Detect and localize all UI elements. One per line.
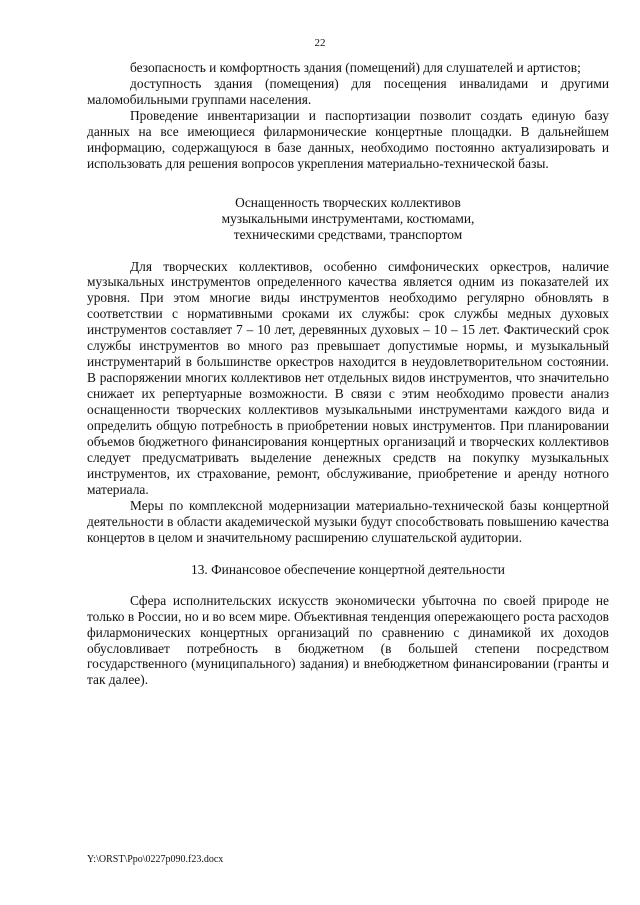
section-13-heading: 13. Финансовое обеспечение концертной деятельности xyxy=(191,561,505,577)
section-heading-line: техническими средствами, транспортом xyxy=(233,226,463,242)
paragraph: доступность здания (помещения) для посещения инвалидами и другими маломобильными группами населения. xyxy=(87,75,609,107)
document-body xyxy=(87,60,609,688)
paragraph: Меры по комплексной модернизации материально-технической базы концертной деятельности в области академической музыки будут способствовать повышению качества концертов в целом и значительному расширению слушательской аудитории. xyxy=(87,497,609,545)
section-heading-line: музыкальными инструментами, костюмами, xyxy=(221,210,475,226)
paragraph: Сфера исполнительских искусств экономически убыточна по своей природе не только в России, но и во всем мире. Объективная тенденция опережающего роста расходов филармонических концертных организаций по сравнению с динамикой их доходов обусловливает потребность в бюджетном (в большей степени посредством государственного (муниципального) задания) и внебюджетном финансировании (гранты и так далее). xyxy=(87,592,609,688)
paragraph: безопасность и комфортность здания (помещений) для слушателей и артистов; xyxy=(130,60,581,75)
footer-file-path: Y:\ORST\Ppo\0227p090.f23.docx xyxy=(87,854,224,865)
page-number: 22 xyxy=(314,37,326,49)
section-heading-line: Оснащенность творческих коллективов xyxy=(235,194,461,210)
paragraph: Проведение инвентаризации и паспортизации позволит создать единую базу данных на все имеющиеся филармонические концертные площадки. В дальнейшем информацию, содержащуюся в базе данных, необходимо постоянно актуализировать и использовать для решения вопросов укрепления материально-технической базы. xyxy=(87,107,609,171)
paragraph: Для творческих коллективов, особенно симфонических оркестров, наличие музыкальных инструментов определенного качества является одним из показателей их уровня. При этом многие виды инструментов необходимо регулярно обновлять в соответствии с нормативными сроками их службы: срок службы медных духовых инструментов составляет 7 – 10 лет, деревянных духовых – 10 – 15 лет. Фактический срок службы инструментов во много раз превышает допустимые нормы, и музыкальный инструментарий в большинстве оркестров находится в неудовлетворительном состоянии. В распоряжении многих коллективов нет отдельных видов инструментов, что значительно снижает их репертуарные возможности. В связи с этим необходимо провести анализ оснащенности творческих коллективов музыкальными инструментами каждого вида и определить общую потребность в приобретении новых инструментов. При планировании объемов бюджетного финансирования концертных организаций и творческих коллективов следует предусматривать выделение денежных средств на покупку музыкальных инструментов, их страхование, ремонт, обслуживание, приобретение и аренду нотного материала. xyxy=(87,258,609,497)
